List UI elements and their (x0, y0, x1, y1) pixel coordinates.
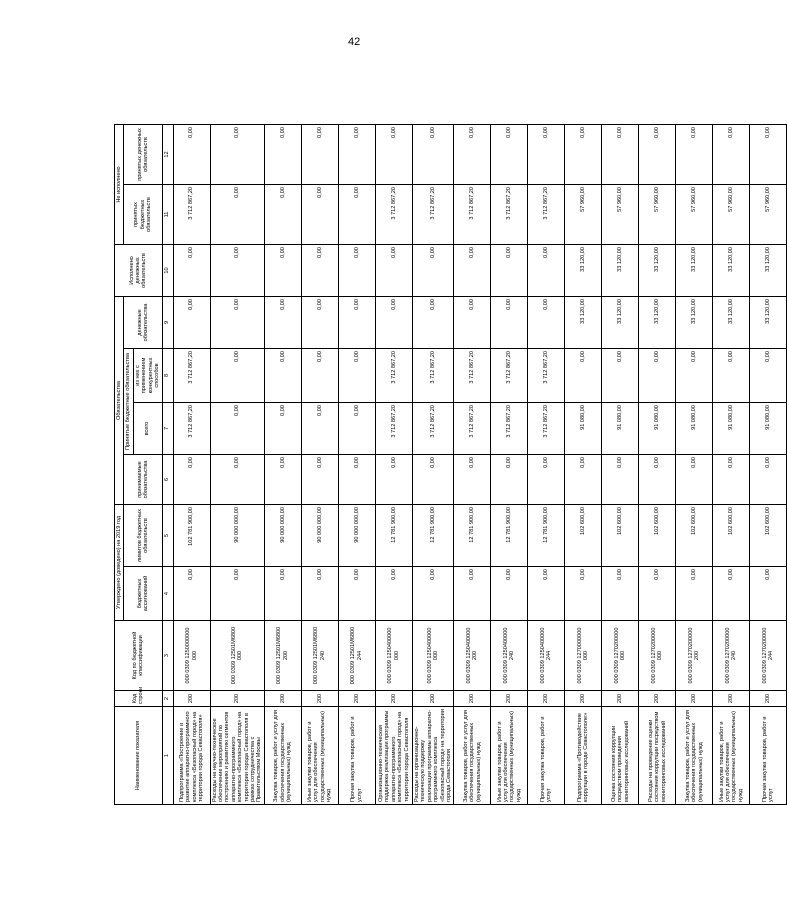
table-row (264, 124, 301, 804)
table-row (676, 124, 713, 804)
accepted-competitive-cell: 0,00 (565, 348, 602, 402)
money-obl-cell: 0,00 (301, 296, 338, 348)
row-code-cell: 200 (338, 691, 375, 707)
money-obl-cell: 0,00 (210, 296, 264, 348)
column-number: 4 (162, 567, 173, 621)
not-exec-budget-cell: 0,00 (264, 184, 301, 244)
row-name-cell: Организационно-техническая поддержка реализации программы аппаратно-программного комплекса «Безопасный город» на территории города Севастополя (375, 707, 412, 805)
col-header-obligations: Обязательства (115, 296, 124, 504)
row-code-cell: 200 (454, 691, 491, 707)
accepted-competitive-cell: 0,00 (210, 348, 264, 402)
row-name-cell: Прочая закупка товаров, работ и услуг (338, 707, 375, 805)
budget-alloc-cell: 0,00 (301, 567, 338, 621)
row-kbk-cell: 000 0309 1270000000 000 (565, 621, 602, 691)
executed-money-cell: 0,00 (210, 244, 264, 296)
executed-money-cell: 33 120,00 (750, 244, 787, 296)
column-number: 2 (162, 691, 173, 707)
not-exec-budget-cell: 3 712 867,20 (375, 184, 412, 244)
limits-cell: 12 781 900,00 (412, 504, 454, 566)
limits-cell: 102 600,00 (750, 504, 787, 566)
row-name-cell: Прочая закупка товаров, работ и услуг (528, 707, 565, 805)
row-code-cell: 200 (528, 691, 565, 707)
accepted-competitive-cell: 3 712 867,20 (528, 348, 565, 402)
accepted-obl-cell: 0,00 (639, 454, 676, 504)
row-name-cell: Расходы на организационно-техническую поддержку реализации программы аппаратно-программного комплекса «Безопасный город» на территории города Севастополя (412, 707, 454, 805)
row-kbk-cell: 000 0309 1270200000 200 (676, 621, 713, 691)
not-exec-budget-cell: 3 712 867,20 (528, 184, 565, 244)
col-header-executed-money: Исполнено денежных обязательств (115, 244, 163, 296)
budget-alloc-cell: 0,00 (412, 567, 454, 621)
not-exec-money-cell: 0,00 (338, 124, 375, 184)
row-kbk-cell: 000 0309 1250000000 000 (173, 621, 210, 691)
not-exec-money-cell: 0,00 (491, 124, 528, 184)
not-exec-budget-cell: 0,00 (301, 184, 338, 244)
row-kbk-cell: 000 0309 1270200000 000 (602, 621, 639, 691)
executed-money-cell: 0,00 (454, 244, 491, 296)
limits-cell: 90 000 000,00 (338, 504, 375, 566)
accepted-total-cell: 91 080,00 (639, 402, 676, 454)
money-obl-cell: 0,00 (338, 296, 375, 348)
accepted-competitive-cell: 0,00 (602, 348, 639, 402)
column-number-row (162, 124, 173, 804)
row-name-cell: Расходы на научно-техническое обеспечение мероприятий по построению и развитию сегментов аппаратно-программного комплекса «Безопасный город» на территории города Севастополя в рамках сотрудничества с Правительством Москвы (210, 707, 264, 805)
accepted-obl-cell: 0,00 (338, 454, 375, 504)
budget-alloc-cell: 0,00 (750, 567, 787, 621)
col-header-not-exec-money: принятых денежных обязательств (124, 124, 162, 184)
limits-cell: 12 781 900,00 (491, 504, 528, 566)
not-exec-money-cell: 0,00 (602, 124, 639, 184)
table-row (565, 124, 602, 804)
limits-cell: 12 781 900,00 (454, 504, 491, 566)
limits-cell: 12 781 900,00 (528, 504, 565, 566)
row-name-cell: Иные закупки товаров, работ и услуг для обеспечения государственных (муниципальных) нужд (713, 707, 750, 805)
row-code-cell: 200 (639, 691, 676, 707)
executed-money-cell: 0,00 (301, 244, 338, 296)
row-name-cell: Оценка состояния коррупции посредством проведения мониторинговых исследований (602, 707, 639, 805)
table-row (412, 124, 454, 804)
accepted-total-cell: 3 712 867,20 (528, 402, 565, 454)
money-obl-cell: 0,00 (264, 296, 301, 348)
accepted-total-cell: 3 712 867,20 (173, 402, 210, 454)
row-name-cell: Расходы на проведение оценки состояния коррупции посредством мониторинговых исследований (639, 707, 676, 805)
money-obl-cell: 0,00 (375, 296, 412, 348)
budget-alloc-cell: 0,00 (491, 567, 528, 621)
table-row (602, 124, 639, 804)
not-exec-money-cell: 0,00 (301, 124, 338, 184)
not-exec-budget-cell: 57 960,00 (750, 184, 787, 244)
row-kbk-cell: 000 0309 1250400000 244 (528, 621, 565, 691)
not-exec-money-cell: 0,00 (375, 124, 412, 184)
row-code-cell: 200 (565, 691, 602, 707)
not-exec-money-cell: 0,00 (210, 124, 264, 184)
not-exec-budget-cell: 57 960,00 (639, 184, 676, 244)
table-row (173, 124, 210, 804)
accepted-obl-cell: 0,00 (412, 454, 454, 504)
accepted-obl-cell: 0,00 (301, 454, 338, 504)
budget-execution-table (114, 124, 787, 805)
accepted-competitive-cell: 0,00 (264, 348, 301, 402)
budget-alloc-cell: 0,00 (676, 567, 713, 621)
col-header-limits: лимитов бюджетных обязательств (124, 504, 162, 566)
not-exec-money-cell: 0,00 (639, 124, 676, 184)
row-kbk-cell: 000 0309 1270200000 240 (713, 621, 750, 691)
accepted-competitive-cell: 0,00 (713, 348, 750, 402)
executed-money-cell: 33 120,00 (713, 244, 750, 296)
column-number: 6 (162, 454, 173, 504)
accepted-obl-cell: 0,00 (602, 454, 639, 504)
budget-alloc-cell: 0,00 (639, 567, 676, 621)
executed-money-cell: 33 120,00 (565, 244, 602, 296)
not-exec-budget-cell: 57 960,00 (602, 184, 639, 244)
table-row (210, 124, 264, 804)
table-body (173, 124, 787, 804)
column-number: 5 (162, 504, 173, 566)
executed-money-cell: 0,00 (173, 244, 210, 296)
accepted-competitive-cell: 3 712 867,20 (454, 348, 491, 402)
accepted-total-cell: 0,00 (210, 402, 264, 454)
budget-alloc-cell: 0,00 (173, 567, 210, 621)
column-number: 11 (162, 184, 173, 244)
accepted-total-cell: 91 080,00 (676, 402, 713, 454)
row-code-cell: 200 (602, 691, 639, 707)
row-code-cell: 200 (491, 691, 528, 707)
executed-money-cell: 0,00 (412, 244, 454, 296)
col-header-of-which: из них с применением конкурентных способов (133, 348, 162, 402)
not-exec-money-cell: 0,00 (713, 124, 750, 184)
money-obl-cell: 33 120,00 (602, 296, 639, 348)
money-obl-cell: 0,00 (454, 296, 491, 348)
limits-cell: 102 600,00 (676, 504, 713, 566)
limits-cell: 90 000 000,00 (301, 504, 338, 566)
row-code-cell: 200 (301, 691, 338, 707)
column-number: 9 (162, 296, 173, 348)
accepted-total-cell: 0,00 (264, 402, 301, 454)
row-kbk-cell: 000 0309 1250400000 000 (412, 621, 454, 691)
table-row (750, 124, 787, 804)
row-name-cell: Закупка товаров, работ и услуг для обеспечения государственных (муниципальных) нужд (264, 707, 301, 805)
row-kbk-cell: 000 0309 1250400000 000 (375, 621, 412, 691)
not-exec-money-cell: 0,00 (173, 124, 210, 184)
accepted-total-cell: 3 712 867,20 (491, 402, 528, 454)
limits-cell: 102 600,00 (602, 504, 639, 566)
money-obl-cell: 0,00 (173, 296, 210, 348)
budget-alloc-cell: 0,00 (375, 567, 412, 621)
row-kbk-cell: 000 0309 1270200000 244 (750, 621, 787, 691)
rotated-report-table (114, 125, 775, 805)
executed-money-cell: 0,00 (264, 244, 301, 296)
not-exec-budget-cell: 3 712 867,20 (173, 184, 210, 244)
accepted-total-cell: 3 712 867,20 (412, 402, 454, 454)
table-row (528, 124, 565, 804)
accepted-competitive-cell: 0,00 (639, 348, 676, 402)
accepted-competitive-cell: 3 712 867,20 (412, 348, 454, 402)
accepted-obl-cell: 0,00 (750, 454, 787, 504)
row-kbk-cell: 000 0309 1250400000 240 (491, 621, 528, 691)
money-obl-cell: 0,00 (412, 296, 454, 348)
executed-money-cell: 0,00 (338, 244, 375, 296)
row-kbk-cell: 000 0309 12501M6800 000 (210, 621, 264, 691)
budget-alloc-cell: 0,00 (565, 567, 602, 621)
limits-cell: 102 600,00 (565, 504, 602, 566)
limits-cell: 102 600,00 (713, 504, 750, 566)
not-exec-budget-cell: 57 960,00 (676, 184, 713, 244)
accepted-obl-cell: 0,00 (210, 454, 264, 504)
accepted-obl-cell: 0,00 (565, 454, 602, 504)
executed-money-cell: 33 120,00 (602, 244, 639, 296)
accepted-obl-cell: 0,00 (173, 454, 210, 504)
not-exec-money-cell: 0,00 (412, 124, 454, 184)
not-exec-money-cell: 0,00 (750, 124, 787, 184)
accepted-obl-cell: 0,00 (264, 454, 301, 504)
accepted-total-cell: 3 712 867,20 (454, 402, 491, 454)
executed-money-cell: 0,00 (528, 244, 565, 296)
accepted-competitive-cell: 0,00 (301, 348, 338, 402)
column-number: 10 (162, 244, 173, 296)
accepted-total-cell: 3 712 867,20 (375, 402, 412, 454)
accepted-competitive-cell: 3 712 867,20 (491, 348, 528, 402)
col-header-total: всего (133, 402, 162, 454)
column-number: 3 (162, 621, 173, 691)
not-exec-money-cell: 0,00 (454, 124, 491, 184)
table-row (375, 124, 412, 804)
row-code-cell: 200 (375, 691, 412, 707)
not-exec-money-cell: 0,00 (264, 124, 301, 184)
money-obl-cell: 33 120,00 (750, 296, 787, 348)
col-header-name: Наименование показателя (115, 707, 163, 805)
not-exec-money-cell: 0,00 (528, 124, 565, 184)
row-code-cell: 200 (412, 691, 454, 707)
table-row (338, 124, 375, 804)
row-kbk-cell: 000 0309 12501M6800 240 (301, 621, 338, 691)
row-name-cell: Подпрограмма «Построение и развитие аппаратно-программного комплекса «Безопасный город» на территории города Севастополя» (173, 707, 210, 805)
table-row (301, 124, 338, 804)
money-obl-cell: 33 120,00 (565, 296, 602, 348)
page-number: 42 (348, 36, 361, 48)
not-exec-budget-cell: 3 712 867,20 (454, 184, 491, 244)
row-name-cell: Иные закупки товаров, работ и услуг для обеспечения государственных (муниципальных) нужд (301, 707, 338, 805)
executed-money-cell: 0,00 (375, 244, 412, 296)
row-kbk-cell: 000 0309 1270200000 000 (639, 621, 676, 691)
accepted-obl-cell: 0,00 (454, 454, 491, 504)
not-exec-money-cell: 0,00 (565, 124, 602, 184)
accepted-total-cell: 91 080,00 (565, 402, 602, 454)
accepted-total-cell: 0,00 (338, 402, 375, 454)
row-code-cell: 200 (264, 691, 301, 707)
row-kbk-cell: 000 0309 1250400000 200 (454, 621, 491, 691)
executed-money-cell: 0,00 (491, 244, 528, 296)
column-number: 1 (162, 707, 173, 805)
not-exec-budget-cell: 0,00 (210, 184, 264, 244)
col-header-kbk: Код по бюджетной классификации (115, 621, 163, 691)
col-header-not-executed: Не исполнено (115, 124, 124, 244)
money-obl-cell: 0,00 (491, 296, 528, 348)
col-header-accepted-budget: Принятые бюджетные обязательства (124, 348, 133, 454)
table-row (713, 124, 750, 804)
budget-alloc-cell: 0,00 (338, 567, 375, 621)
accepted-obl-cell: 0,00 (676, 454, 713, 504)
row-kbk-cell: 000 0309 12501M6800 244 (338, 621, 375, 691)
accepted-competitive-cell: 3 712 867,20 (375, 348, 412, 402)
money-obl-cell: 0,00 (528, 296, 565, 348)
row-name-cell: Прочая закупка товаров, работ и услуг (750, 707, 787, 805)
limits-cell: 12 781 900,00 (375, 504, 412, 566)
money-obl-cell: 33 120,00 (639, 296, 676, 348)
col-header-accepted-obl: принимаемые обязательства (124, 454, 162, 504)
budget-alloc-cell: 0,00 (264, 567, 301, 621)
column-number: 7 (162, 402, 173, 454)
not-exec-budget-cell: 0,00 (338, 184, 375, 244)
limits-cell: 90 000 000,00 (210, 504, 264, 566)
budget-alloc-cell: 0,00 (210, 567, 264, 621)
row-code-cell: 200 (210, 691, 264, 707)
row-code-cell: 200 (713, 691, 750, 707)
limits-cell: 102 781 900,00 (173, 504, 210, 566)
column-number: 12 (162, 124, 173, 184)
column-number: 8 (162, 348, 173, 402)
col-header-money-obl: денежные обязательства (124, 296, 162, 348)
row-code-cell: 200 (173, 691, 210, 707)
accepted-total-cell: 91 080,00 (713, 402, 750, 454)
table-row (491, 124, 528, 804)
row-name-cell: Закупка товаров, работ и услуг для обеспечения государственных (муниципальных) нужд (454, 707, 491, 805)
not-exec-budget-cell: 3 712 867,20 (491, 184, 528, 244)
row-kbk-cell: 000 0309 12501M6800 200 (264, 621, 301, 691)
accepted-obl-cell: 0,00 (713, 454, 750, 504)
money-obl-cell: 33 120,00 (713, 296, 750, 348)
limits-cell: 90 000 000,00 (264, 504, 301, 566)
not-exec-budget-cell: 57 960,00 (713, 184, 750, 244)
col-header-approved: Утверждено (доведено) на 2019 год (115, 504, 124, 620)
budget-alloc-cell: 0,00 (528, 567, 565, 621)
not-exec-budget-cell: 57 960,00 (565, 184, 602, 244)
accepted-total-cell: 91 080,00 (602, 402, 639, 454)
budget-alloc-cell: 0,00 (713, 567, 750, 621)
accepted-obl-cell: 0,00 (528, 454, 565, 504)
budget-alloc-cell: 0,00 (454, 567, 491, 621)
row-code-cell: 200 (676, 691, 713, 707)
row-name-cell: Подпрограмма «Противодействие коррупции в городе Севастополе» (565, 707, 602, 805)
accepted-competitive-cell: 0,00 (750, 348, 787, 402)
col-header-not-exec-budget: принятых бюджетных обязательств (124, 184, 162, 244)
money-obl-cell: 33 120,00 (676, 296, 713, 348)
accepted-competitive-cell: 0,00 (676, 348, 713, 402)
row-name-cell: Закупка товаров, работ и услуг для обеспечения государственных (муниципальных) нужд (676, 707, 713, 805)
row-code-cell: 200 (750, 691, 787, 707)
table-row (639, 124, 676, 804)
budget-alloc-cell: 0,00 (602, 567, 639, 621)
not-exec-budget-cell: 3 712 867,20 (412, 184, 454, 244)
col-header-budget-alloc: бюджетных ассигнований (124, 567, 162, 621)
accepted-competitive-cell: 3 712 867,20 (173, 348, 210, 402)
limits-cell: 102 600,00 (639, 504, 676, 566)
accepted-total-cell: 0,00 (301, 402, 338, 454)
accepted-obl-cell: 0,00 (491, 454, 528, 504)
executed-money-cell: 33 120,00 (676, 244, 713, 296)
executed-money-cell: 33 120,00 (639, 244, 676, 296)
not-exec-money-cell: 0,00 (676, 124, 713, 184)
row-name-cell: Иные закупки товаров, работ и услуг для обеспечения государственных (муниципальных) нужд (491, 707, 528, 805)
table-row (454, 124, 491, 804)
accepted-obl-cell: 0,00 (375, 454, 412, 504)
accepted-total-cell: 91 080,00 (750, 402, 787, 454)
accepted-competitive-cell: 0,00 (338, 348, 375, 402)
col-header-code-row: Код строки (115, 691, 163, 707)
